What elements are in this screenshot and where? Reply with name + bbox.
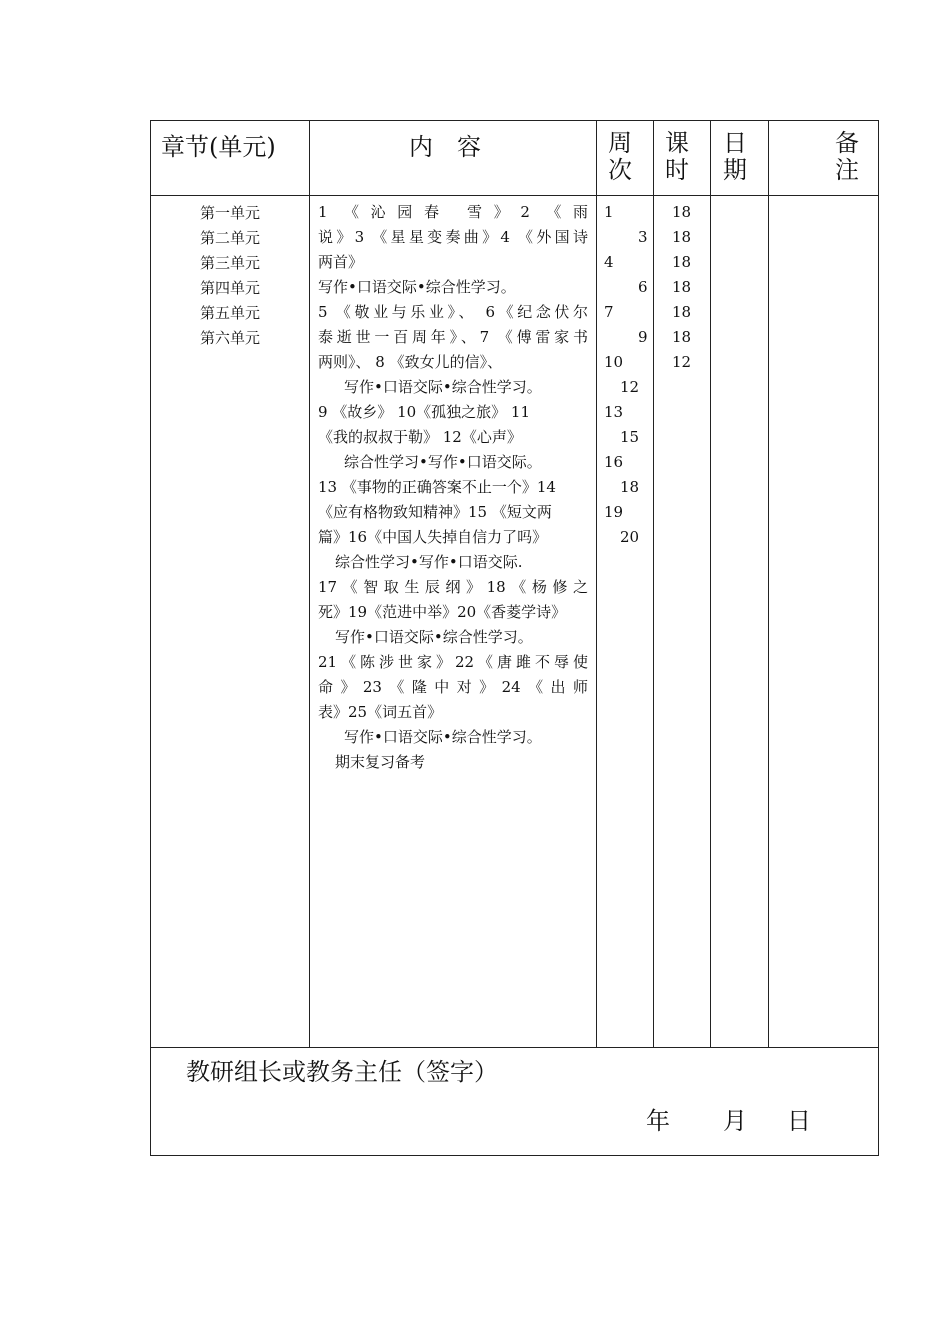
header-chapter: 章节(单元) — [161, 133, 276, 161]
signature-divider — [151, 1047, 878, 1048]
column-divider — [710, 121, 711, 1047]
column-divider — [768, 121, 769, 1047]
header-date: 日 期 — [723, 129, 747, 184]
week-number: 3 — [638, 228, 648, 246]
content-line: 5 《敬业与乐业》、 6《纪念伏尔 — [318, 303, 588, 321]
week-number: 7 — [604, 303, 614, 321]
hours-value: 18 — [671, 328, 692, 346]
content-line: 命》23《隆中对》24《出师 — [318, 678, 588, 696]
unit-item: 第四单元 — [199, 279, 260, 297]
content-line: 两则》、 8 《致女儿的信》、 — [318, 353, 503, 371]
header-week: 周 次 — [608, 129, 632, 184]
week-number: 1 — [604, 203, 614, 221]
week-number: 15 — [620, 428, 640, 446]
week-number: 4 — [604, 253, 614, 271]
content-line: 篇》16《中国人失掉自信力了吗》 — [318, 528, 548, 546]
content-line: 说》3 《星星变奏曲》4 《外国诗 — [318, 228, 588, 246]
header-hours: 课 时 — [665, 129, 689, 184]
content-list — [318, 200, 588, 775]
hours-value: 18 — [671, 253, 692, 271]
unit-item: 第二单元 — [199, 229, 260, 247]
content-line: 《应有格物致知精神》15 《短文两 — [318, 503, 552, 521]
unit-item: 第一单元 — [199, 204, 260, 222]
column-divider — [596, 121, 597, 1047]
content-line: 9 《故乡》 10《孤独之旅》 11 — [318, 403, 531, 421]
hours-value: 12 — [671, 353, 692, 371]
content-line: 死》19《范进中举》20《香菱学诗》 — [318, 603, 567, 621]
week-number: 13 — [604, 403, 624, 421]
week-number: 12 — [620, 378, 640, 396]
week-number: 18 — [620, 478, 640, 496]
content-line: 综合性学习•写作•口语交际。 — [344, 453, 542, 471]
week-list — [604, 200, 652, 550]
hours-value: 18 — [671, 278, 692, 296]
hours-value: 18 — [671, 303, 692, 321]
content-line: 写作•口语交际•综合性学习。 — [344, 728, 542, 746]
week-number: 20 — [620, 528, 640, 546]
signature-title: 教研组长或教务主任（签字） — [186, 1058, 498, 1086]
content-line: 《我的叔叔于勒》 12《心声》 — [318, 428, 522, 446]
hours-list — [653, 200, 710, 375]
content-line: 综合性学习•写作•口语交际. — [335, 553, 523, 571]
content-line: 1 《沁园春 雪》2 《雨 — [318, 203, 588, 221]
unit-item: 第五单元 — [199, 304, 260, 322]
week-number: 10 — [604, 353, 624, 371]
signature-month: 月 — [723, 1107, 747, 1135]
header-remarks: 备 注 — [835, 129, 859, 184]
unit-item: 第六单元 — [199, 329, 260, 347]
signature-year: 年 — [646, 1107, 670, 1135]
content-line: 泰逝世一百周年》、7 《傅雷家书 — [318, 328, 588, 346]
week-number: 16 — [604, 453, 624, 471]
week-number: 9 — [638, 328, 648, 346]
content-line: 写作•口语交际•综合性学习。 — [344, 378, 542, 396]
content-line: 21《陈涉世家》22《唐雎不辱使 — [318, 653, 588, 671]
week-number: 6 — [638, 278, 648, 296]
content-line: 17《智取生辰纲》18《杨修之 — [318, 578, 588, 596]
content-line: 表》25《词五首》 — [318, 703, 443, 721]
content-line: 写作•口语交际•综合性学习。 — [318, 278, 516, 296]
content-line: 写作•口语交际•综合性学习。 — [335, 628, 533, 646]
column-divider — [309, 121, 310, 1047]
week-number: 19 — [604, 503, 624, 521]
content-line: 13 《事物的正确答案不止一个》14 — [318, 478, 556, 496]
hours-value: 18 — [671, 228, 692, 246]
content-line: 期末复习备考 — [335, 753, 426, 771]
content-line: 两首》 — [318, 253, 364, 271]
unit-item: 第三单元 — [199, 254, 260, 272]
header-content: 内 容 — [409, 133, 481, 161]
hours-value: 18 — [671, 203, 692, 221]
signature-day: 日 — [787, 1107, 811, 1135]
header-divider — [151, 195, 878, 196]
unit-list — [151, 201, 309, 351]
teaching-plan-table — [150, 120, 879, 1156]
